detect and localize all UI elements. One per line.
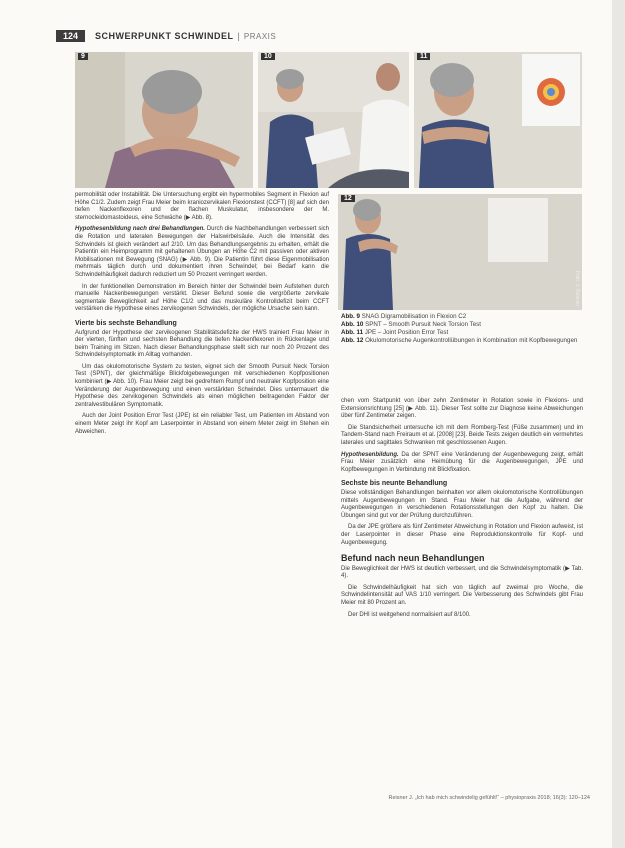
section-heading: Befund nach neun Behandlungen	[341, 553, 485, 564]
paragraph: permobilität oder Instabilität. Die Untersuchung ergibt ein hypermobiles Segment in Flexion auf Höhe C1/2. Zudem zeigt Frau Meier beim kraniozervikalen Flexionstest (CCFT) [8] auf sich den tiefen Nackenflexoren und der flachen Muskulatur, insbesondere der M. sternocleidomastoideus, eine Schwäche (▶ Abb. 8).	[75, 192, 329, 221]
subheading: Vierte bis sechste Behandlung	[75, 319, 177, 327]
caption-item: Abb. 11 JPE – Joint Position Error Test	[341, 329, 449, 336]
subheading: Sechste bis neunte Behandlung	[341, 480, 448, 488]
section-title: SCHWERPUNKT SCHWINDEL	[95, 31, 234, 41]
figure-number: 11	[417, 53, 430, 60]
figure-10-photo	[258, 52, 409, 188]
paragraph: Da der JPE größere als fünf Zentimeter Abweichung in Rotation und Flexion aufweist, ist der Laserpointer in dieser Phase eine Reproduktionskontrolle für Kopf- und Augenbewegung.	[341, 524, 583, 546]
paragraph: chen vom Startpunkt von über zehn Zentimeter in Rotation sowie in Flexions- und Extensionsrichtung [25] (▶ Abb. 11). Dieser Test sollte zur Diagnose keine Abweichungen über fünf Zentimeter zeigen.	[341, 398, 583, 420]
paragraph: Der DHI ist weitgehend normalisiert auf 8/100.	[348, 611, 471, 618]
left-column	[75, 192, 329, 440]
paragraph: Auch der Joint Position Error Test (JPE) ist ein reliabler Test, um Patienten im Abstand von einem Meter zeigt ihr Kopf am Laserpointer in Abstand von einem Meter zeigt im Stehen ein Abweichen.	[75, 413, 329, 435]
paragraph: Um das okulomotorische System zu testen, eignet sich der Smooth Pursuit Neck Torsion Test (SPNT), der gleichmäßige Blickfolgebewegungen mit verschiedenen Kopfpositionen kombiniert (▶ Abb. 10). Frau Meier zeigt bei gedrehtem Rumpf und neutraler Kopfposition eine Veränderung der Augenbewegung und einen verstärkten Schwindel. Dies untermauert die Hypothese des zervikogenen Schwindels als einen möglichen beitragenden Faktor der zentralvestibulären Symptomatik.	[75, 363, 329, 408]
paragraph: Die Standsicherheit untersuche ich mit dem Romberg-Test (Füße zusammen) und im Tandem-Stand nach Freiraum et al. [2008] [23]. Beide Tests zeigen deutlich ein vermehrtes laterales und sagittales Schwanken mit geschlossenen Augen.	[341, 424, 583, 446]
caption-item: Abb. 10 SPNT – Smooth Pursuit Neck Torsion Test	[341, 321, 481, 328]
figure-9-photo	[75, 52, 253, 188]
paragraph: Die Beweglichkeit der HWS ist deutlich verbessert, und die Schwindelsymptomatik (▶ Tab. 4).	[341, 565, 583, 580]
page-footer: Reisner J. „Ich hab mich schwindelig gefühlt!“ – physiopraxis 2018; 16(3): 120–124	[388, 795, 590, 801]
paragraph: In der funktionellen Demonstration im Bereich hinter der Schwindel beim Aufstehen durch manuelle Nackenbewegungen verstärkt. Dieser Befund sowie die vergrößerte zervikale segmentale Beweglichkeit auf Höhe C1/2 und das muskuläre Kontrolldefizit beim CCFT verstärken die Hypothese eines zervikogenen Schwindels, der mögliche Ursache sein kann.	[75, 283, 329, 313]
paragraph: Diese vollständigen Behandlungen beinhalten vor allem okulomotorische Kontrollübungen mittels Augenbewegungen im Stand. Frau Meier hat die Aufgabe, während der Augenbewegungen in verschiedenen Rotationsstellungen den Kopf zu halten. Die Übungen sind gut vor der Prüfung durchzuführen.	[341, 489, 583, 519]
paragraph: Aufgrund der Hypothese der zervikogenen Stabilitätsdefizite der HWS trainiert Frau Meier in der vierten, fünften und sechsten Behandlung die tiefen Nackenflexoren in Rückenlage und beim Training im Sitzen. Nach dieser Behandlungsphase stellt sich nur noch 20 Prozent des Schwindelsymptomatik im Alltag vorhanden.	[75, 329, 329, 359]
caption-item: Abb. 12 Okulomotorische Augenkontrollübungen in Kombination mit Kopfbewegungen	[341, 337, 578, 344]
paragraph: Hypothesenbildung. Da der SPNT eine Veränderung der Augenbewegung zeigt, erhält Frau Meier zusätzlich eine Heimübung für die Augenbewegungen, JPE und Kopfbewegungen in Verbindung mit Blickfixation.	[341, 451, 584, 473]
caption-item: Abb. 9 SNAG Digramobilisation in Flexion C2	[341, 313, 467, 320]
figure-number: 9	[78, 53, 88, 60]
paragraph: Hypothesenbildung nach drei Behandlungen. Durch die Nachbehandlungen verbessert sich die Rotation und lateralen Bewegungen der Halswirbelsäule. Auch die Intensität des Schwindels ist gleich verändert auf 2/10. Um das Behandlungsergebnis zu erhalten, erhält die Patientin ein Heimprogramm mit gehaltenen Übungen an Höhe C2 mit passiven oder aktiven Mobilisationen mit Bewegung (SNAG) (▶ Abb. 9). Die Patientin führt diese Eigenmobilisation mehrmals täglich durch und dokumentiert ihren Schwindel; bei Bedarf kann die Schwindelhäufigkeit dadurch reduziert um 50 Prozent verringert werden.	[75, 226, 330, 278]
photo-credit: Foto: J. Reisner	[574, 270, 580, 306]
right-column	[341, 398, 583, 623]
header-separator: |	[237, 31, 240, 41]
page-number: 124	[56, 30, 85, 42]
paragraph: Die Schwindelhäufigkeit hat sich von täglich auf zweimal pro Woche, die Schwindelintensität auf VAS 1/10 verringert. Die Verbesserung des Schwindels gibt Frau Meier mit 80 Prozent an.	[341, 584, 583, 607]
section-subtitle: PRAXIS	[243, 31, 277, 41]
figure-number: 12	[341, 195, 355, 202]
figure-12-photo	[338, 194, 582, 310]
figure-11-photo	[414, 52, 582, 188]
page-header	[56, 30, 276, 42]
figure-number: 10	[261, 53, 275, 60]
figure-captions	[341, 313, 581, 345]
